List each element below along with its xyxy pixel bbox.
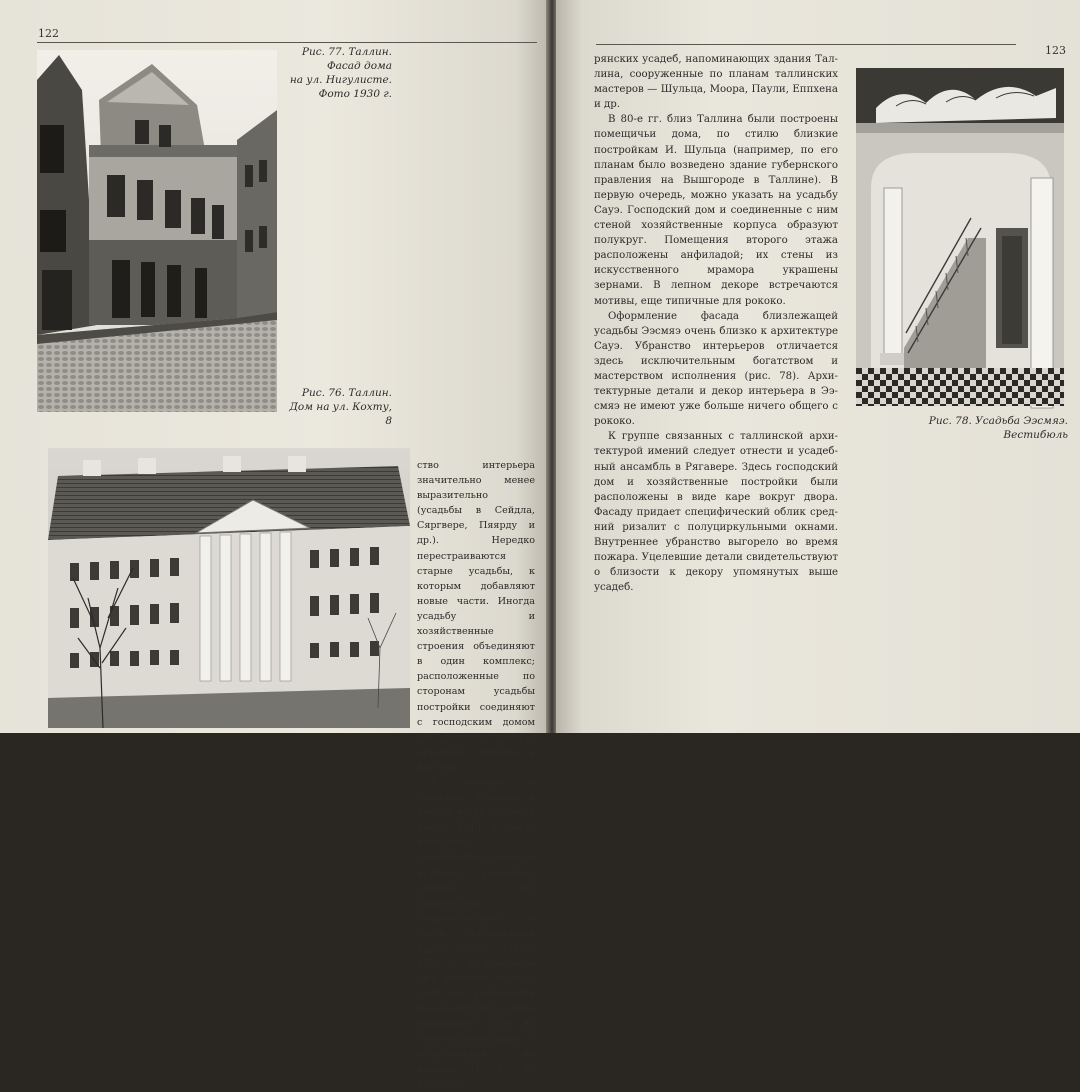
header-rule-left xyxy=(37,42,537,43)
right-page xyxy=(556,0,1080,733)
left-paragraph: ство интерьера значительно менее выразительно (усадьбы в Сейдла, Сяргвере, Пяярду и др.). Нередко перестраиваются старые усадьбы, к которым добавляют новые части. Иногда усадьбу и хозяйственные строения объединяют в один комплекс; расположенные по сторонам усадьбы постройки соединяют с господским домом при помощи стены с аркадами (имение в Кылтси). xyxy=(417,460,535,773)
figure-78-photo xyxy=(856,68,1064,406)
left-paragraph: В отличие от северной Эстонии, в южной части страны в конце XVIII в. было построено сравнительно немного крупных усадебных зданий. Их архитектура свидетельствует о связи с постройками Тарту. Около 1782—1785 гг. в Элиствере был возведен господский дом, композиция фасада которого очень напоминает дом на Советской площади, 8, сооруженный по планам И. Г. Б. Вальтера. xyxy=(417,776,535,1090)
right-paragraph: В 80-е гг. близ Таллина были построены помещичьи дома, по стилю близкие постройкам И. Шульца (например, по его планам было возведено здание губернского правления на Вышгороде в Таллине). В первую очередь, можно указать на усадьбу Сауэ. Господский дом и соединенные с ним стеной хозяйственные корпуса образуют полукруг. Помещения второго этажа расположены анфиладой; их стены из искусственного мрамора украшены зернами. В лепном декоре встречаются мотивы, еще типичные для рококо. xyxy=(594,114,838,307)
figure-77-photo xyxy=(37,50,277,412)
classical-building-photo xyxy=(48,448,410,728)
figure-78-caption: Рис. 78. Усадьба Ээсмяэ. Вестибюль xyxy=(928,415,1068,441)
figure-77-caption: Рис. 77. Таллин. Фасад дома на ул. Нигулисте. Фото 1930 г. xyxy=(289,46,392,100)
header-rule-right xyxy=(596,44,1016,45)
page-number-right: 123 xyxy=(1045,44,1066,57)
right-paragraph: К группе связанных с таллинской архитектурой имений следует отнести и усадебный ансамбль в Рягавере. Здесь господский дом и хозяйственные постройки были расположены в виде каре вокруг двора. Фасаду придает специфический облик средний ризалит с полуциркульными окнами. Внутреннее убранство выгорело во время пожара. Уцелевшие детали свидетельствуют о близости к декору упомянутых выше усадеб. xyxy=(594,431,838,594)
right-paragraph: рянских усадеб, напоминающих здания Таллина, сооруженные по планам таллинских мастеров — Шульца, Моора, Паули, Еппхена и др. xyxy=(594,54,838,111)
right-paragraph: Оформление фасада близлежащей усадьбы Ээсмяэ очень близко к архитектуре Сауэ. Убранство интерьеров отличается здесь исключительным богатством и мастерством исполнения (рис. 78). Архитектурные детали и декор интерьера в Ээсмяэ не имеют уже больше ничего общего с рококо. xyxy=(594,310,838,428)
figure-76-caption: Рис. 76. Таллин. Дом на ул. Кохту, 8 xyxy=(289,387,392,427)
left-page-text-column xyxy=(417,458,535,1092)
right-page-text-column xyxy=(594,52,838,595)
page-number-left: 122 xyxy=(38,27,59,40)
